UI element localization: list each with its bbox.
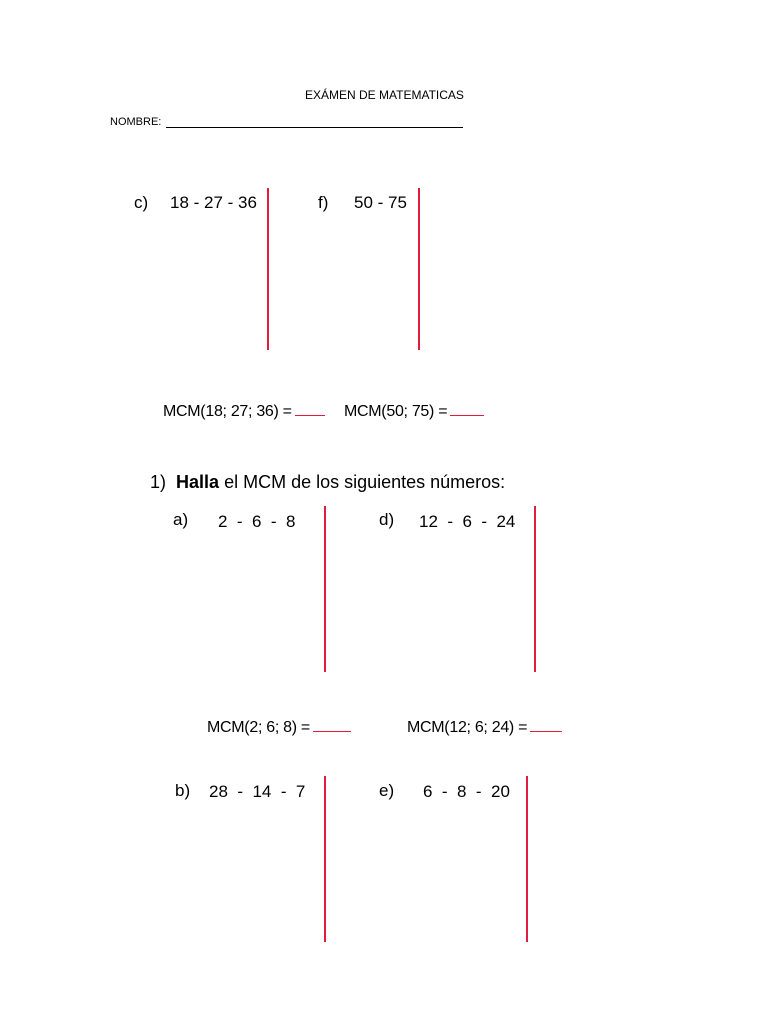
answer-blank-c[interactable] (295, 414, 325, 416)
exercise-b-numbers: 28 - 14 - 7 (209, 782, 306, 801)
division-line-e (526, 776, 528, 942)
answer-blank-f[interactable] (450, 414, 484, 416)
division-line-a (324, 506, 326, 672)
division-line-d (534, 506, 536, 672)
exercise-a-letter: a) (173, 510, 189, 529)
name-label: NOMBRE: (110, 116, 162, 128)
exercise-f-numbers: 50 - 75 (354, 193, 407, 212)
exercise-e-letter: e) (379, 781, 395, 800)
result-c (163, 403, 325, 421)
result-a (207, 719, 351, 737)
answer-blank-d[interactable] (530, 730, 562, 732)
instruction-heading (150, 472, 505, 493)
instruction-text: el MCM de los siguientes números: (219, 472, 506, 492)
exercise-c-letter: c) (134, 193, 149, 212)
instruction-bold: Halla (176, 472, 220, 492)
exercise-d-numbers: 12 - 6 - 24 (419, 512, 516, 531)
division-line-f (418, 188, 420, 350)
result-a-label: MCM(2; 6; 8) = (207, 719, 310, 736)
exercise-d-letter: d) (379, 510, 395, 529)
exercise-f-letter: f) (318, 193, 329, 212)
name-field[interactable] (166, 127, 463, 128)
result-d (407, 719, 562, 737)
exercise-c-numbers: 18 - 27 - 36 (170, 193, 257, 212)
result-f-label: MCM(50; 75) = (344, 403, 448, 420)
result-c-label: MCM(18; 27; 36) = (163, 403, 292, 420)
answer-blank-a[interactable] (313, 730, 351, 732)
instruction-number: 1) (150, 472, 167, 492)
division-line-b (324, 776, 326, 942)
result-f (344, 403, 484, 421)
page-title: EXÁMEN DE MATEMATICAS (305, 88, 464, 102)
division-line-c (267, 188, 269, 350)
result-d-label: MCM(12; 6; 24) = (407, 719, 528, 736)
exercise-e-numbers: 6 - 8 - 20 (423, 782, 510, 801)
exercise-b-letter: b) (175, 781, 191, 800)
exercise-a-numbers: 2 - 6 - 8 (218, 512, 296, 531)
